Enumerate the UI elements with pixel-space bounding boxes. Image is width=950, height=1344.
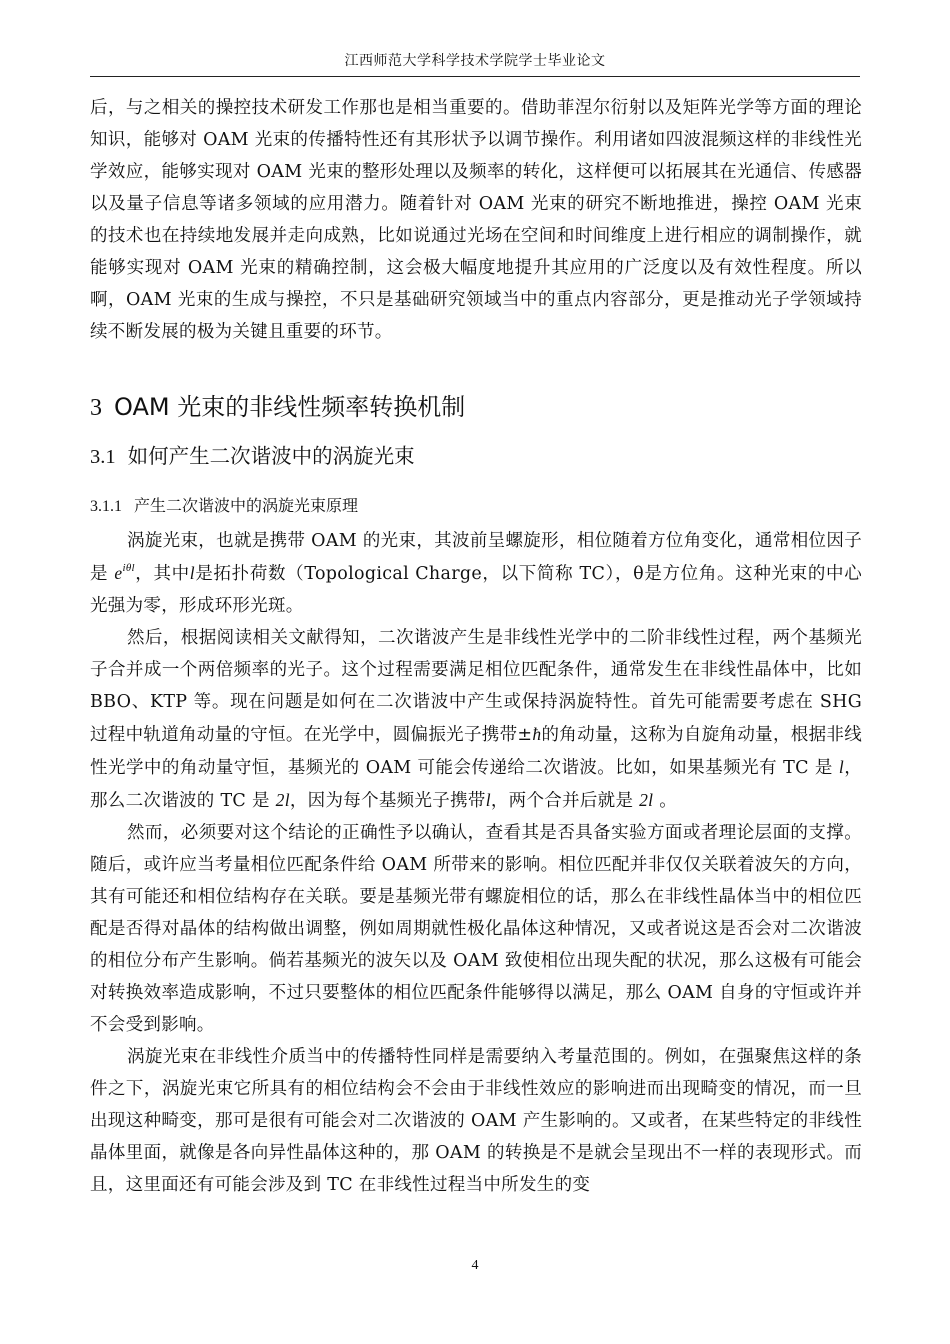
paragraph-vortex-definition [90,525,862,622]
text-run: ，那么二次谐波的 TC 是 [90,758,862,811]
math-symbol-2l: 2l [275,790,290,810]
section-heading-3 [90,390,862,425]
running-header: 江西师范大学科学技术学院学士毕业论文 [344,53,606,69]
formula-exponent: iθl [122,562,135,574]
math-symbol-l: l [485,790,491,810]
text-run: 的角动量，这称为自旋角动量，根据非线性光学中的角动量守恒，基频光的 OAM 可能会传递给二次谐波。比如，如果基频光有 TC 是 [90,725,862,778]
page-number: 4 [471,1258,479,1273]
text-run: ，其中 [134,564,190,584]
math-symbol-2l: 2l [639,790,654,810]
text-run: 然后，根据阅读相关文献得知，二次谐波产生是非线性光学中的二阶非线性过程，两个基频光子合并成一个两倍频率的光子。这个过程需要满足相位匹配条件，通常发生在非线性晶体中，比如 BBO、KTP 等。现在问题是如何在二次谐波中产生或保持涡旋特性。首先可能需要考虑在 SHG 过程中轨道角动量的守恒。在光学中，圆偏振光子携带± [90,628,862,745]
phase-factor-formula [114,563,135,583]
paragraph-continuation: 后，与之相关的操控技术研发工作那也是相当重要的。借助菲涅尔衍射以及矩阵光学等方面的理论知识，能够对 OAM 光束的传播特性还有其形状予以调节操作。利用诸如四波混频这样的非线性光学效应，能够实现对 OAM 光束的整形处理以及频率的转化，这样便可以拓展其在光通信、传感器以及量子信息等诸多领域的应用潜力。随着针对 OAM 光束的研究不断地推进，操控 OAM 光束的技术也在持续地发展并走向成熟，比如说通过光场在空间和时间维度上进行相应的调制操作，就能够实现对 OAM 光束的精确控制，这会极大幅度地提升其应用的广泛度以及有效性程度。所以啊，OAM 光束的生成与操控，不只是基础研究领域当中的重点内容部分，更是推动光子学领域持续不断发展的极为关键且重要的环节。 [90,98,862,342]
math-symbol-hbar: ħ [532,724,542,744]
formula-base: e [114,563,123,583]
text-run: 。 [653,791,678,811]
page-body [90,92,862,1201]
paragraph-phase-matching: 然而，必须要对这个结论的正确性予以确认，查看其是否具备实验方面或者理论层面的支撑。随后，或许应当考量相位匹配条件给 OAM 所带来的影响。相位匹配并非仅仅关联着波矢的方向，其有可能还和相位结构存在关联。要是基频光带有螺旋相位的话，那么在非线性晶体当中的相位匹配是否得对晶体的结构做出调整，例如周期就性极化晶体这种情况，又或者说这是否会对二次谐波的相位分布产生影响。倘若基频光的波矢以及 OAM 致使相位出现失配的状况，那么这极有可能会对转换效率造成影响，不过只要整体的相位匹配条件能够得以满足，那么 OAM 自身的守恒或许并不会受到影响。 [90,823,862,1035]
paragraph-shg-process [90,622,862,817]
subsubsection-title: 产生二次谐波中的涡旋光束原理 [134,496,359,515]
section-number: 3 [90,395,102,421]
subsubsection-number: 3.1.1 [90,498,122,515]
subsection-title: 如何产生二次谐波中的涡旋光束 [127,444,415,468]
text-run: ，因为每个基频光子携带 [289,791,486,811]
subsection-number: 3.1 [90,446,116,468]
text-run: ，两个合并后就是 [490,791,640,811]
text-run: 涡旋光束，也就是携带 OAM 的光束，其波前呈螺旋形，相位随着方位角变化，通常相位因子是 [90,531,862,584]
math-symbol-l: l [838,757,845,777]
math-symbol-l: l [189,563,195,583]
subsubsection-heading-3-1-1 [90,492,862,521]
paragraph-propagation: 涡旋光束在非线性介质当中的传播特性同样是需要纳入考量范围的。例如，在强聚焦这样的条件之下，涡旋光束它所具有的相位结构会不会由于非线性效应的影响进而出现畸变的情况，而一旦出现这种畸变，那可是很有可能会对二次谐波的 OAM 产生影响的。又或者，在某些特定的非线性晶体里面，就像是各向异性晶体这种的，那 OAM 的转换是不是就会呈现出不一样的表现形式。而且，这里面还有可能会涉及到 TC 在非线性过程当中所发生的变 [90,1047,862,1195]
text-run: 是拓扑荷数（Topological Charge，以下简称 TC），θ是方位角。这种光束的中心光强为零，形成环形光斑。 [90,564,862,616]
subsection-heading-3-1 [90,439,862,474]
section-title: OAM 光束的非线性频率转换机制 [114,393,466,421]
header-rule [90,76,860,77]
